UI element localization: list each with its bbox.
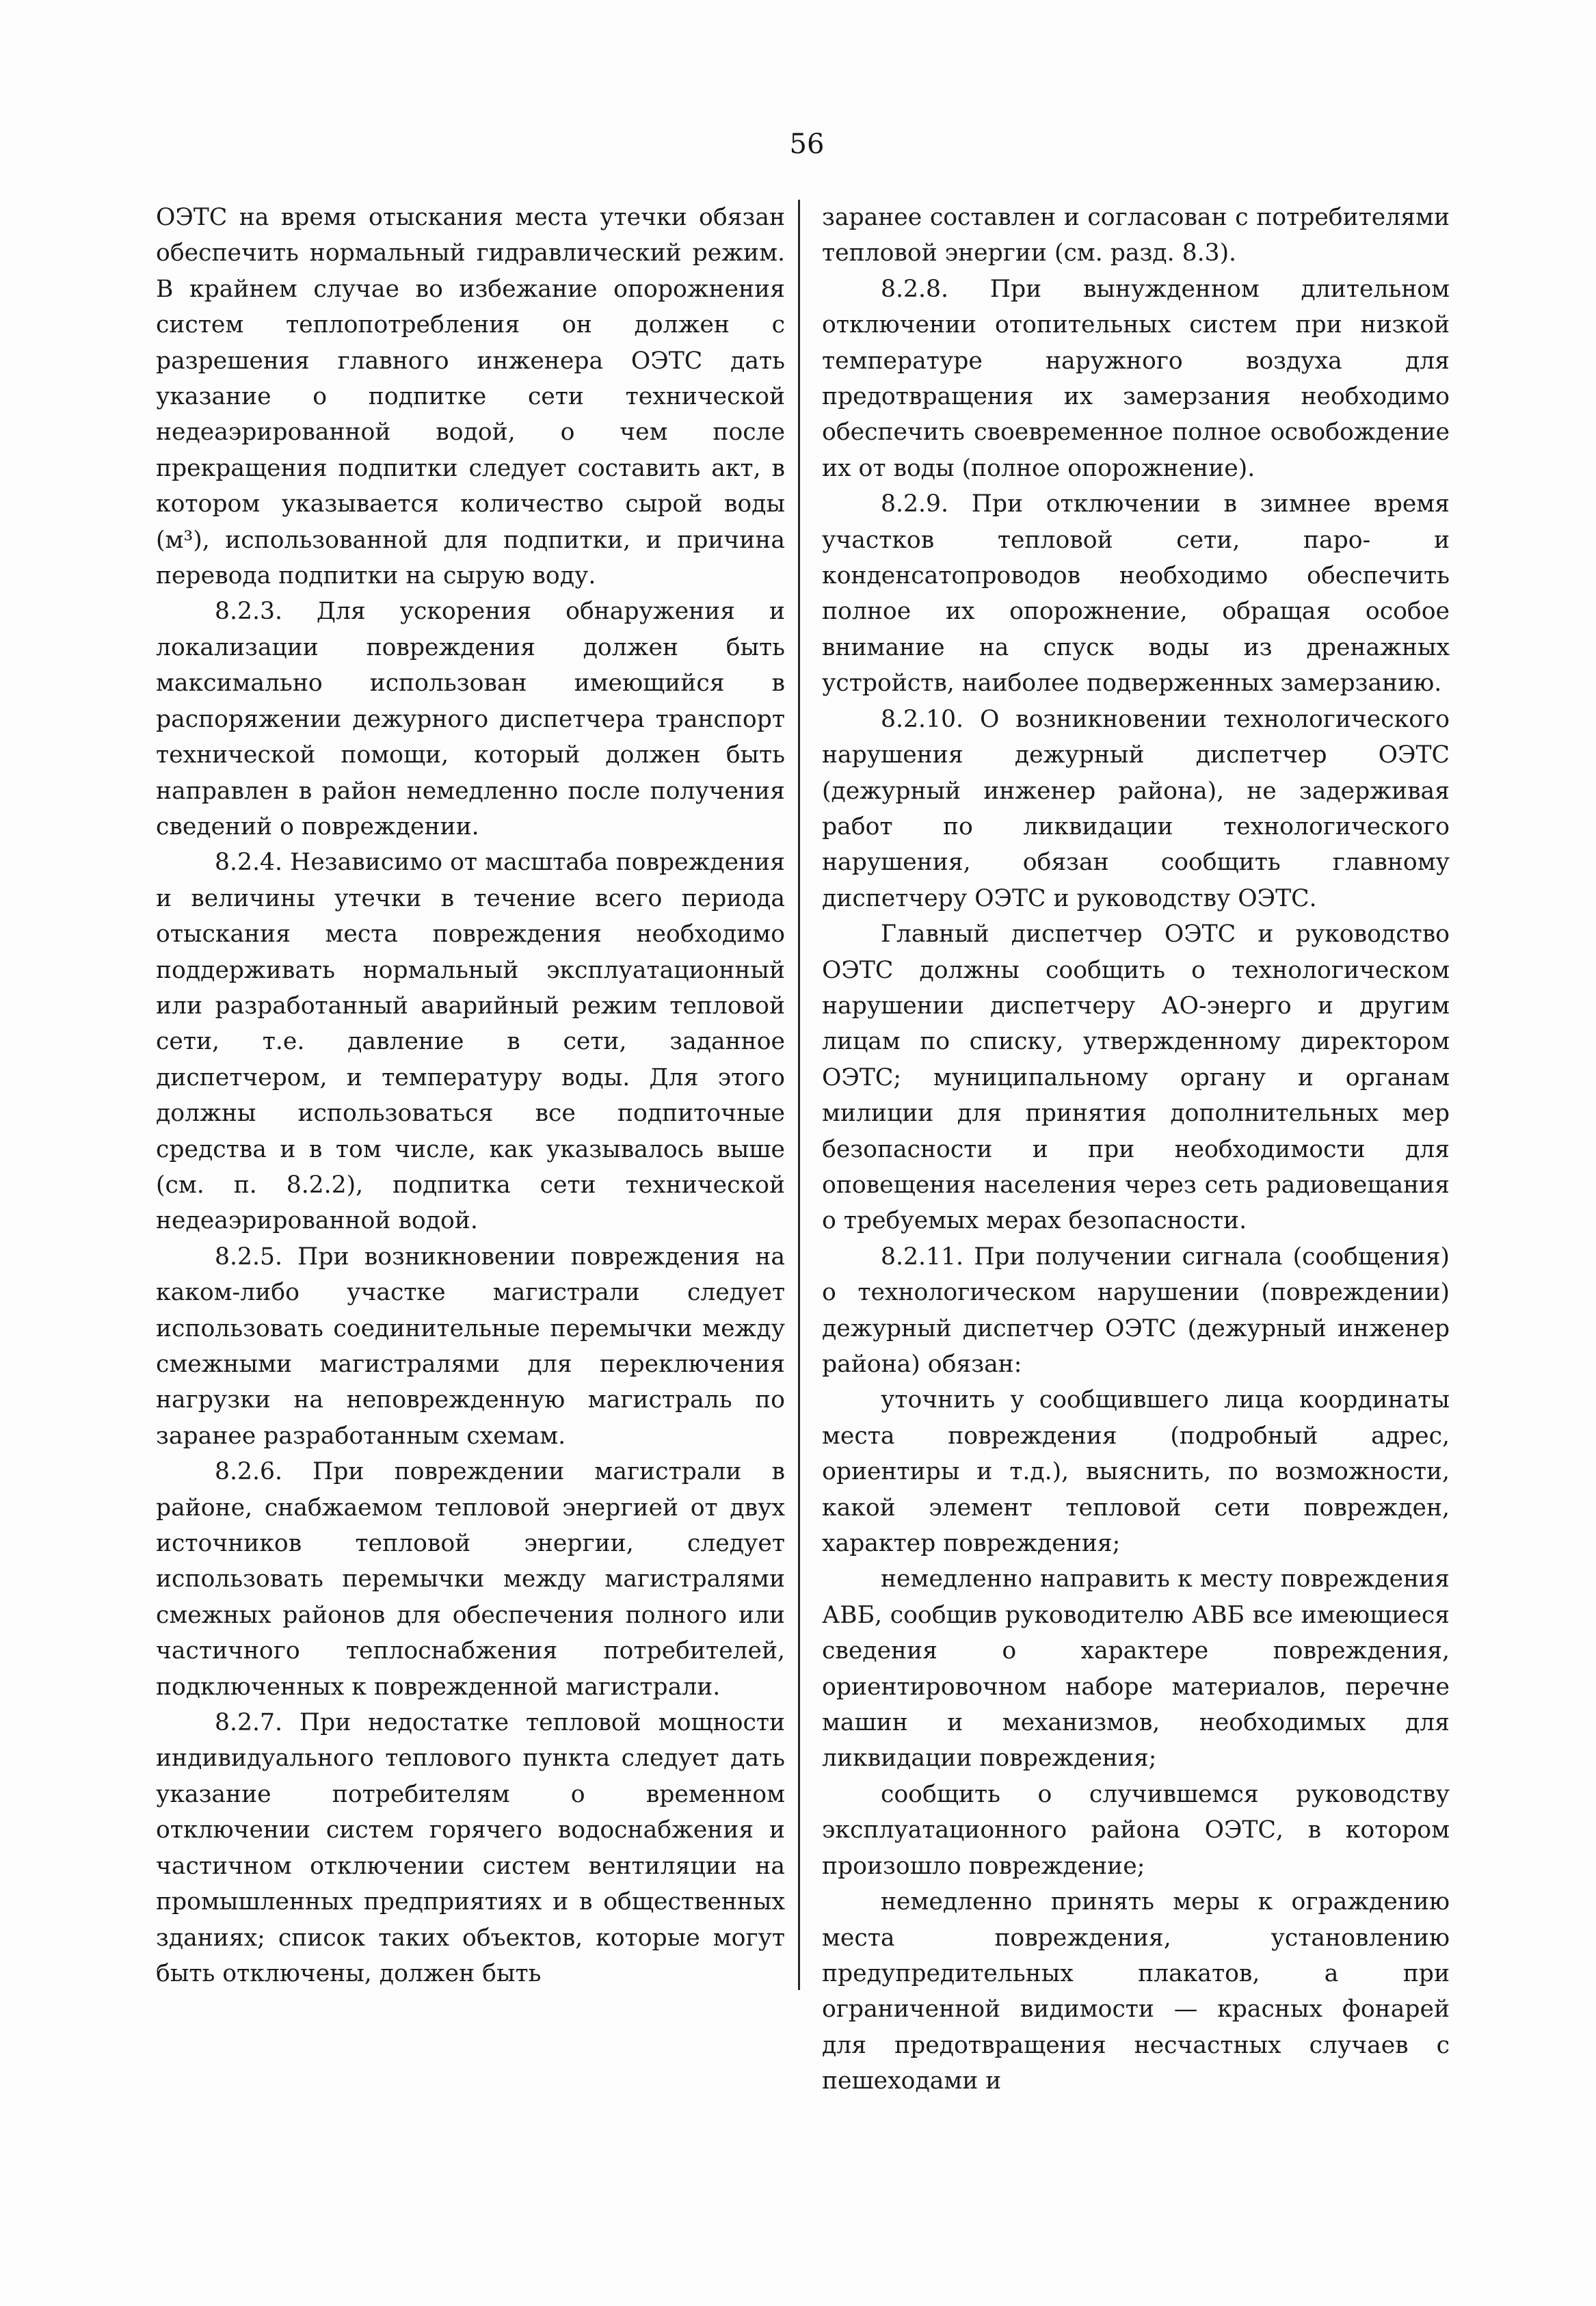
paragraph: 8.2.5. При возникновении повреждения на каком-либо участке магистрали следует использовать соединительные перемычки между смежными магистралями для переключения нагрузки на неповрежденную магистраль по заранее разработанным схемам. bbox=[156, 1243, 785, 1450]
paragraph: 8.2.9. При отключении в зимнее время участков тепловой сети, паро- и конденсатопроводов необходимо обеспечить полное их опорожнение, обращая особое внимание на спуск воды из дренажных устройств, наиболее подверженных замерзанию. bbox=[822, 490, 1450, 698]
paragraph: 8.2.3. Для ускорения обнаружения и локализации повреждения должен быть максимально использован имеющийся в распоряжении дежурного диспетчера транспорт технической помощи, который должен быть направлен в район немедленно после получения сведений о повреждении. bbox=[156, 598, 785, 840]
column-divider bbox=[798, 200, 800, 1990]
list-item: немедленно принять меры к ограждению места повреждения, установлению предупредительных плакатов, а при ограниченной видимости — красных фонарей для предотвращения несчастных случаев с пешеходами и bbox=[822, 1888, 1450, 2095]
paragraph: 8.2.4. Независимо от масштаба повреждения и величины утечки в течение всего периода отыскания места повреждения необходимо поддерживать нормальный эксплуатационный или разработанный аварийный режим тепловой сети, т.е. давление в сети, заданное диспетчером, и температуру воды. Для этого должны использоваться все подпиточные средства и в том числе, как указывалось выше (см. п. 8.2.2), подпитка сети технической недеаэрированной водой. bbox=[156, 849, 785, 1235]
list-item: сообщить о случившемся руководству эксплуатационного района ОЭТС, в котором произошло повреждение; bbox=[822, 1780, 1450, 1880]
list-item: немедленно направить к месту повреждения АВБ, сообщив руководителю АВБ все имеющиеся сведения о характере повреждения, ориентировочном наборе материалов, перечне машин и механизмов, необходимых для ликвидации повреждения; bbox=[822, 1565, 1450, 1773]
page-number: 56 bbox=[789, 129, 825, 160]
paragraph: 8.2.7. При недостатке тепловой мощности индивидуального теплового пункта следует дать указание потребителям о временном отключении систем горячего водоснабжения и частичном отключении систем вентиляции на промышленных предприятиях и в общественных зданиях; список таких объектов, которые могут быть отключены, должен быть bbox=[156, 1709, 785, 1987]
list-item: уточнить у сообщившего лица координаты места повреждения (подробный адрес, ориентиры и т.д.), выяснить, по возможности, какой элемент тепловой сети поврежден, характер повреждения; bbox=[822, 1386, 1450, 1558]
paragraph: заранее составлен и согласован с потребителями тепловой энергии (см. разд. 8.3). bbox=[822, 204, 1450, 267]
paragraph: ОЭТС на время отыскания места утечки обязан обеспечить нормальный гидравлический режим. В крайнем случае во избежание опорожнения систем теплопотребления он должен с разрешения главного инженера ОЭТС дать указание о подпитке сети технической недеаэрированной водой, о чем после прекращения подпитки следует составить акт, в котором указывается количество сырой воды (м³), использованной для подпитки, и причина перевода подпитки на сырую воду. bbox=[156, 204, 785, 590]
left-column bbox=[156, 200, 785, 1991]
paragraph: 8.2.10. О возникновении технологического нарушения дежурный диспетчер ОЭТС (дежурный инженер района), не задерживая работ по ликвидации технологического нарушения, обязан сообщить главному диспетчеру ОЭТС и руководству ОЭТС. bbox=[822, 705, 1450, 912]
paragraph: 8.2.6. При повреждении магистрали в районе, снабжаемом тепловой энергией от двух источников тепловой энергии, следует использовать перемычки между магистралями смежных районов для обеспечения полного или частичного теплоснабжения потребителей, подключенных к поврежденной магистрали. bbox=[156, 1458, 785, 1701]
paragraph: 8.2.8. При вынужденном длительном отключении отопительных систем при низкой температуре наружного воздуха для предотвращения их замерзания необходимо обеспечить своевременное полное освобождение их от воды (полное опорожнение). bbox=[822, 275, 1450, 482]
paragraph: Главный диспетчер ОЭТС и руководство ОЭТС должны сообщить о технологическом нарушении диспетчеру АО-энерго и другим лицам по списку, утвержденному директором ОЭТС; муниципальному органу и органам милиции для принятия дополнительных мер безопасности и при необходимости для оповещения населения через сеть радиовещания о требуемых мерах безопасности. bbox=[822, 920, 1450, 1235]
right-column bbox=[822, 200, 1450, 2099]
paragraph: 8.2.11. При получении сигнала (сообщения) о технологическом нарушении (повреждении) дежурный диспетчер ОЭТС (дежурный инженер района) обязан: bbox=[822, 1243, 1450, 1378]
